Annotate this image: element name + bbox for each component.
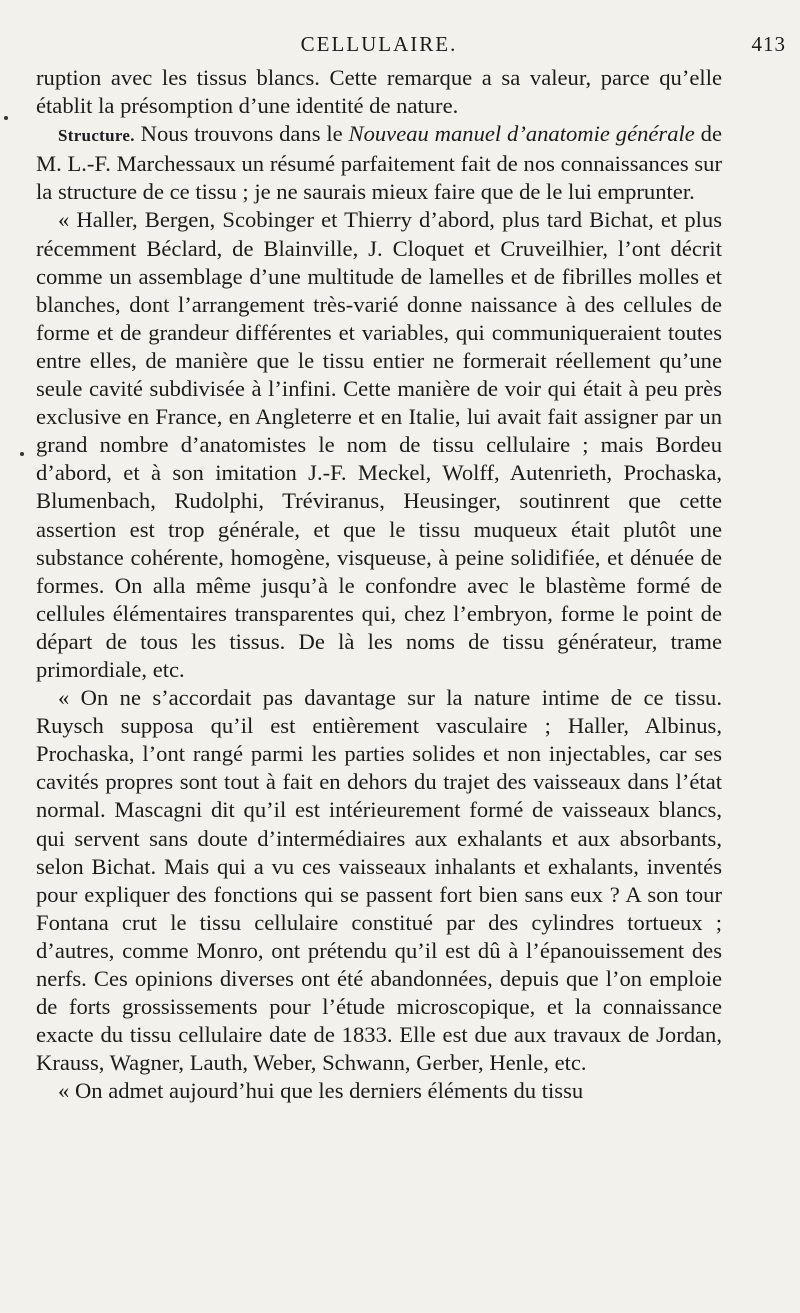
- paragraph-nature: « On ne s’accordait pas davantage sur la nature intime de ce tissu. Ruysch supposa qu’il est entièrement vasculaire ; Haller, Albinus, Prochaska, l’ont rangé parmi les parties solides et non injectables, car ses cavités propres sont tout à fait en dehors du trajet des vaisseaux dans l’état normal. Mascagni dit qu’il est intérieurement formé de vaisseaux blancs, qui servent sans doute d’intermédiaires aux exhalants et aux absorbants, selon Bichat. Mais qui a vu ces vaisseaux inhalants et exhalants, inventés pour expliquer des fonctions qui se passent fort bien sans eux ? A son tour Fontana crut le tissu cellulaire constitué par des cylindres tortueux ; d’autres, comme Monro, ont prétendu qu’il est dû à l’épanouissement des nerfs. Ces opinions diverses ont été abandonnées, depuis que l’on emploie de forts grossissements pour l’étude microscopique, et la connaissance exacte du tissu cellulaire date de 1833. Elle est due aux travaux de Jordan, Krauss, Wagner, Lauth, Weber, Schwann, Gerber, Henle, etc.: [36, 685, 722, 1076]
- paragraph-structure: [36, 120, 722, 206]
- section-heading-structure: Structure.: [58, 126, 135, 146]
- print-speck: [20, 452, 24, 456]
- print-speck: [4, 116, 8, 120]
- running-title: CELLULAIRE.: [300, 32, 458, 56]
- paragraph-text: de M. L.-F. Marchessaux un résumé parfaitement fait de nos connaissances sur la structure de ce tissu ; je ne saurais mieux faire que de le lui emprunter.: [36, 121, 722, 205]
- running-head: [36, 26, 786, 64]
- book-title: Nouveau manuel d’anatomie générale: [348, 121, 695, 147]
- paragraph-elements: « On admet aujourd’hui que les derniers éléments du tissu: [58, 1078, 584, 1104]
- paragraph-text: Nous trouvons dans le: [134, 121, 349, 147]
- page-number: 413: [751, 32, 786, 56]
- paragraph-continuation: ruption avec les tissus blancs. Cette remarque a sa valeur, parce qu’elle établit la présomption d’une identité de nature.: [36, 65, 722, 119]
- paragraph-history: « Haller, Bergen, Scobinger et Thierry d’abord, plus tard Bichat, et plus récemment Béclard, de Blainville, J. Cloquet et Cruveilhier, l’ont décrit comme un assemblage d’une multitude de lamelles et de fibrilles molles et blanches, dont l’arrangement très-varié donne naissance à des cellules de forme et de grandeur différentes et variables, qui communiqueraient toutes entre elles, de manière que le tissu entier ne formerait réellement qu’une seule cavité subdivisée à l’infini. Cette manière de voir qui était à peu près exclusive en France, en Angleterre et en Italie, lui avait fait assigner par un grand nombre d’anatomistes le nom de tissu cellulaire ; mais Bordeu d’abord, et à son imitation J.-F. Meckel, Wolff, Autenrieth, Prochaska, Blumenbach, Rudolphi, Tréviranus, Heusinger, soutinrent que cette assertion est trop générale, et que le tissu muqueux était plutôt une substance cohérente, homogène, visqueuse, à peine solidifiée, et dénuée de formes. On alla même jusqu’à le confondre avec le blastème formé de cellules élémentaires transparentes qui, chez l’embryon, forme le point de départ de tous les tissus. De là les noms de tissu générateur, trame primordiale, etc.: [36, 207, 722, 682]
- body-text: [36, 64, 722, 1105]
